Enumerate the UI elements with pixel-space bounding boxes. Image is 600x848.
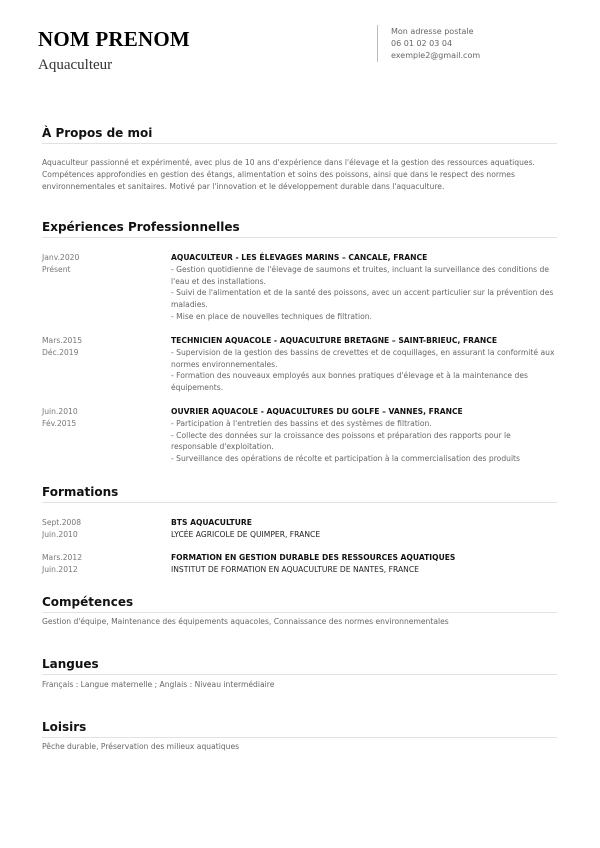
education-end-date: Juin.2010 — [42, 529, 78, 539]
education-school: LYCÉE AGRICOLE DE QUIMPER, FRANCE — [171, 529, 321, 539]
experience-title: TECHNICIEN AQUACOLE - AQUACULTURE BRETAGNE – SAINT-BRIEUC, FRANCE — [171, 336, 498, 345]
experience-end-date: Présent — [42, 264, 71, 274]
section-title-languages: Langues — [42, 657, 99, 671]
section-rule-skills — [42, 612, 557, 613]
experience-bullet: - Collecte des données sur la croissance des poissons et préparation des rapports pour le responsable d'exploitation. — [171, 430, 511, 452]
experience-body — [171, 252, 557, 323]
experience-dates — [42, 335, 162, 359]
section-title-about: À Propos de moi — [42, 126, 153, 140]
section-rule-about — [42, 143, 557, 144]
experience-body — [171, 406, 557, 465]
education-body — [171, 517, 557, 541]
experience-bullet: - Gestion quotidienne de l'élevage de saumons et truites, incluant la surveillance des conditions de l'eau et des installations. — [171, 264, 549, 286]
experience-end-date: Déc.2019 — [42, 347, 79, 357]
education-start-date: Mars.2012 — [42, 553, 83, 562]
experience-bullet: - Surveillance des opérations de récolte et participation à la commercialisation des produits — [171, 454, 520, 464]
contact-email: exemple2@gmail.com — [391, 51, 481, 60]
experience-bullet: - Supervision de la gestion des bassins de crevettes et de coquillages, en assurant la conformité aux normes environnementales. — [171, 347, 555, 369]
education-body — [171, 552, 557, 576]
experience-end-date: Fév.2015 — [42, 418, 77, 428]
section-rule-hobbies — [42, 737, 557, 738]
experience-dates — [42, 252, 162, 276]
experience-title: AQUACULTEUR - LES ÉLEVAGES MARINS – CANCALE, FRANCE — [171, 253, 428, 262]
education-dates — [42, 517, 162, 541]
contact-address: Mon adresse postale — [391, 27, 474, 36]
education-end-date: Juin.2012 — [42, 564, 78, 574]
contact-phone: 06 01 02 03 04 — [391, 39, 453, 48]
contact-divider — [377, 25, 378, 62]
experience-dates — [42, 406, 162, 430]
experience-title: OUVRIER AQUACOLE - AQUACULTURES DU GOLFE – VANNES, FRANCE — [171, 407, 463, 416]
education-dates — [42, 552, 162, 576]
experience-body — [171, 335, 557, 394]
experience-bullet: - Formation des nouveaux employés aux bonnes pratiques d'élevage et à la maintenance des équipements. — [171, 371, 528, 393]
about-text: Aquaculteur passionné et expérimenté, avec plus de 10 ans d'expérience dans l'élevage et la gestion des ressources aquatiques. Compétences approfondies en gestion des étangs, alimentation et soins des poissons, ainsi que dans le respect des normes environnementales et sanitaires. Motivé par l'innovation et le développement durable dans l'aquaculture. — [42, 158, 535, 191]
education-title: FORMATION EN GESTION DURABLE DES RESSOURCES AQUATIQUES — [171, 553, 456, 562]
education-title: BTS AQUACULTURE — [171, 518, 252, 527]
experience-bullet: - Participation à l'entretien des bassins et des systèmes de filtration. — [171, 418, 432, 428]
job-title: Aquaculteur — [38, 57, 113, 73]
section-title-hobbies: Loisirs — [42, 720, 87, 734]
contact-block — [391, 26, 480, 62]
section-rule-education — [42, 502, 557, 503]
education-start-date: Sept.2008 — [42, 518, 82, 527]
experience-start-date: Janv.2020 — [42, 253, 80, 262]
candidate-name: NOM PRENOM — [38, 27, 190, 51]
experience-start-date: Mars.2015 — [42, 336, 83, 345]
hobbies-text: Pêche durable, Préservation des milieux aquatiques — [42, 742, 240, 751]
skills-text: Gestion d'équipe, Maintenance des équipements aquacoles, Connaissance des normes environnementales — [42, 617, 449, 626]
section-title-skills: Compétences — [42, 595, 134, 609]
experience-bullet: - Suivi de l'alimentation et de la santé des poissons, avec un accent particulier sur la prévention des maladies. — [171, 288, 554, 310]
languages-text: Français : Langue maternelle ; Anglais : Niveau intermédiaire — [42, 680, 275, 689]
section-rule-experience — [42, 237, 557, 238]
experience-bullet: - Mise en place de nouvelles techniques de filtration. — [171, 311, 372, 321]
section-title-education: Formations — [42, 485, 119, 499]
section-rule-languages — [42, 674, 557, 675]
section-title-experience: Expériences Professionnelles — [42, 220, 240, 234]
education-school: INSTITUT DE FORMATION EN AQUACULTURE DE NANTES, FRANCE — [171, 564, 419, 574]
experience-start-date: Juin.2010 — [42, 407, 78, 416]
